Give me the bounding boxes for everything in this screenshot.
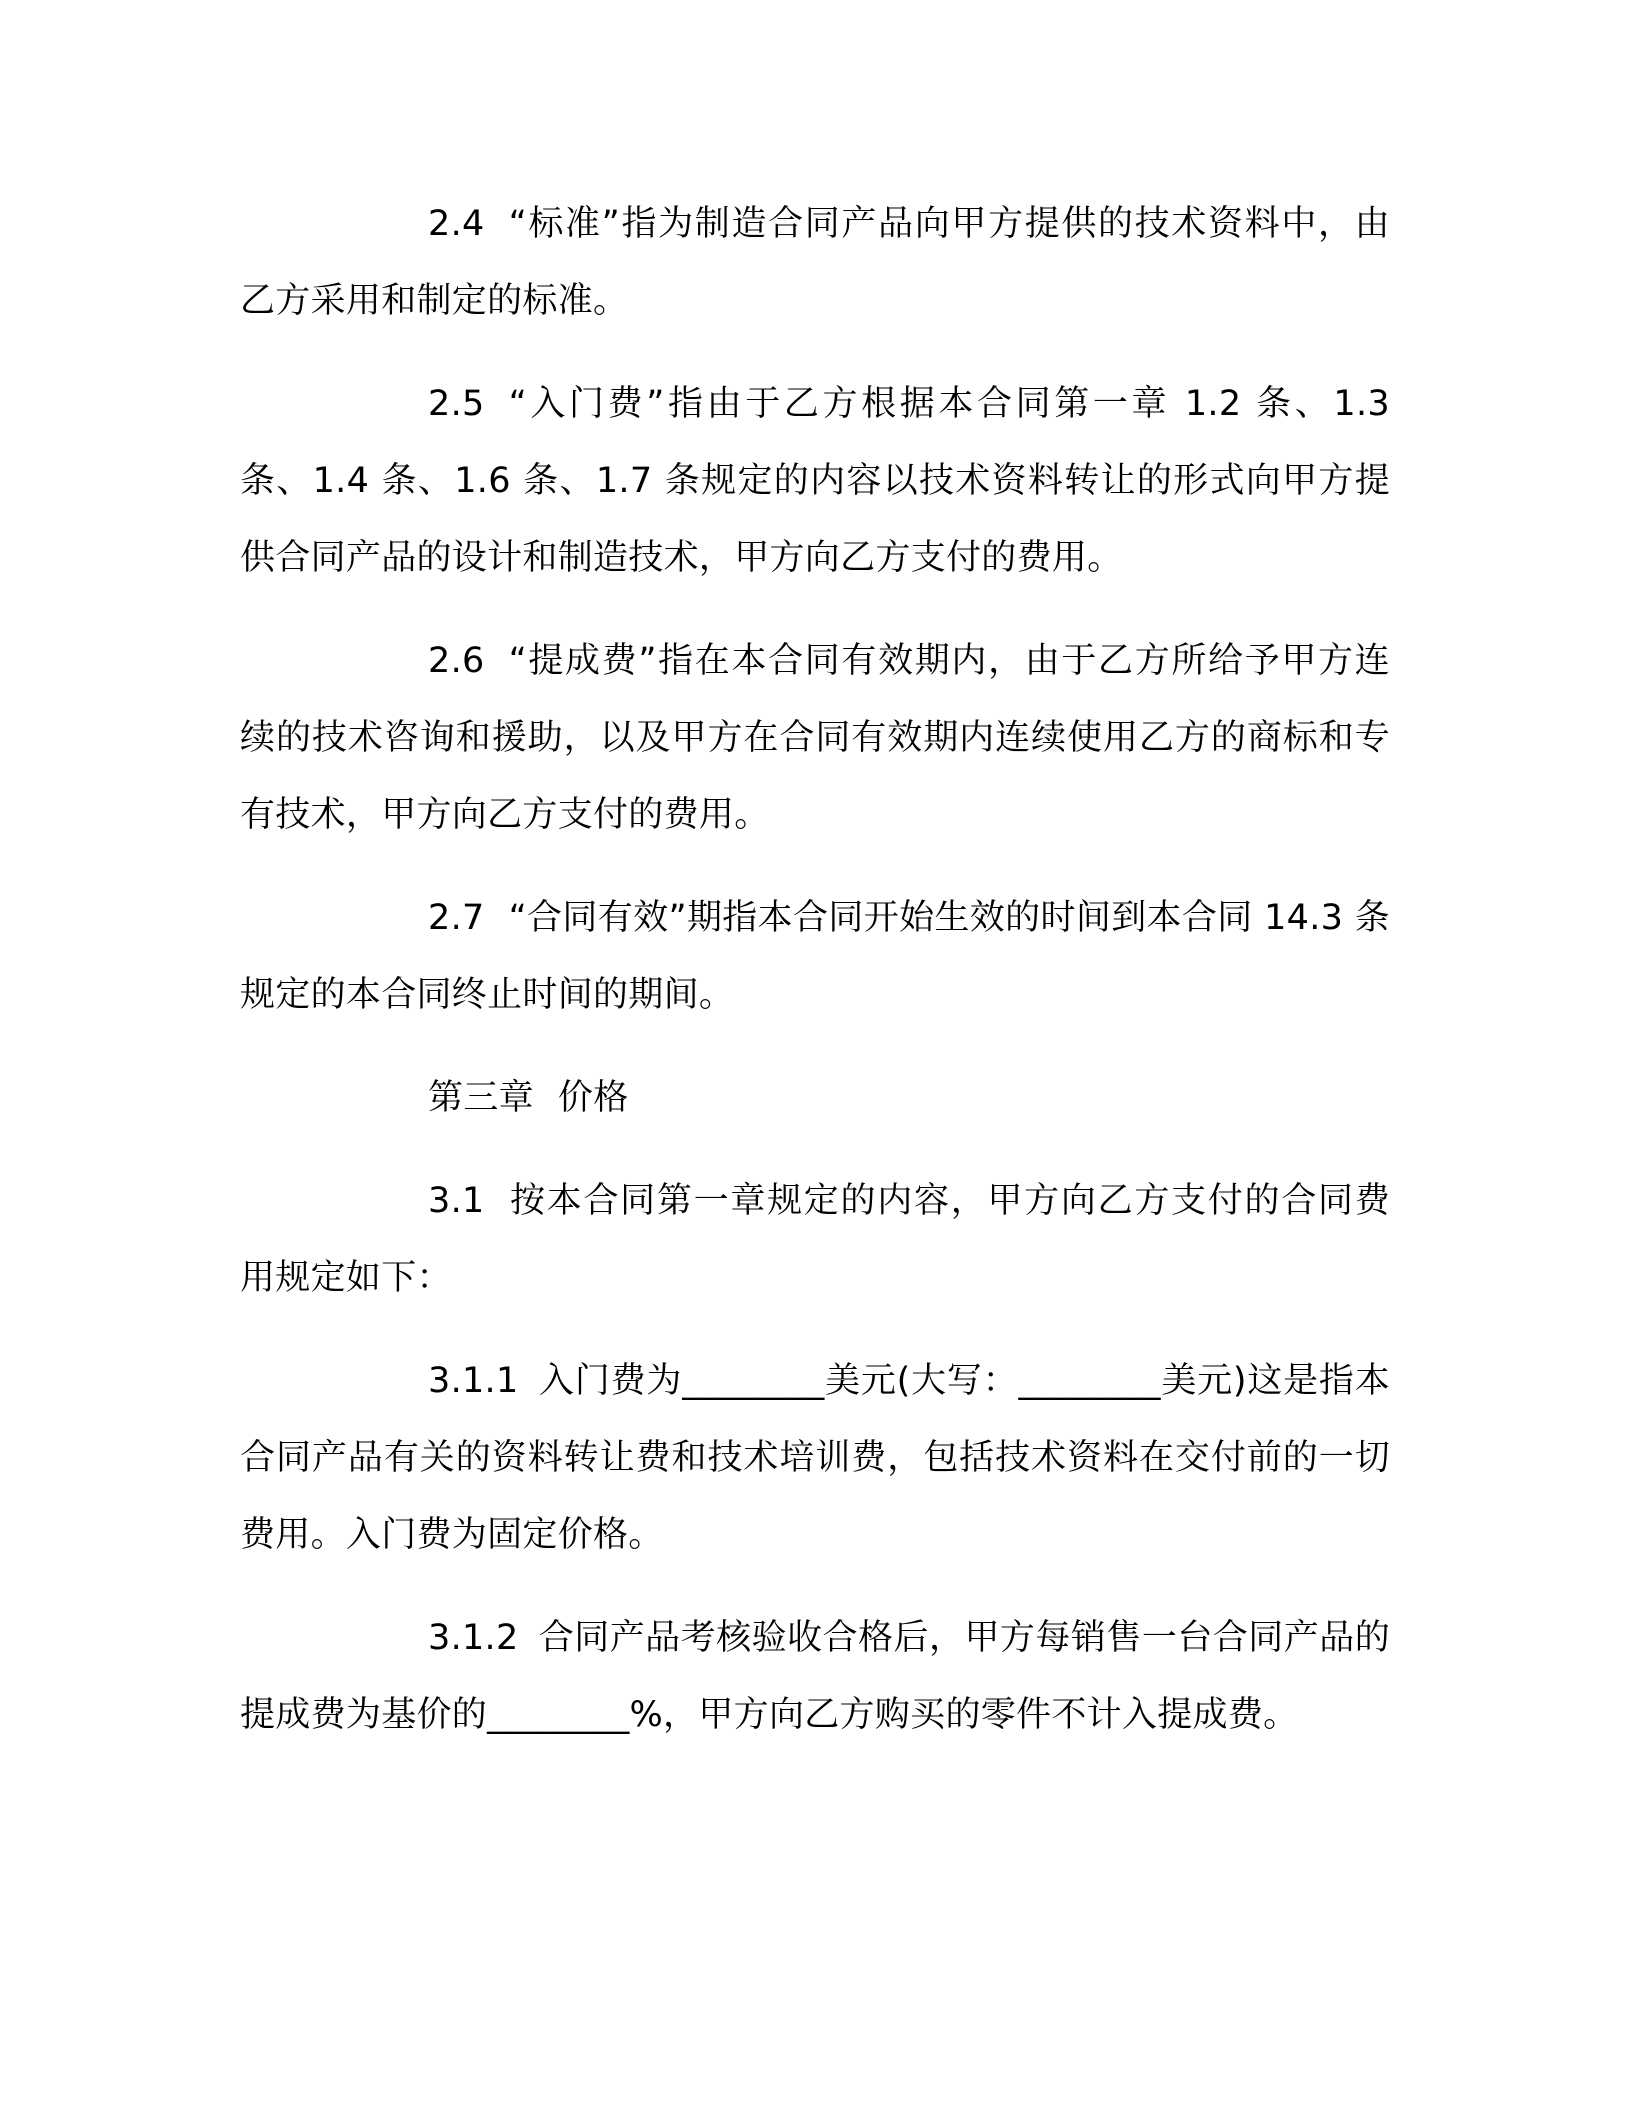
clause-text: 合同产品考核验收合格后，甲方每销售一台合同产品的提成费为基价的________%，甲方向乙方购买的零件不计入提成费。 bbox=[240, 1618, 1390, 1735]
clause-number: 3.1 bbox=[428, 1181, 485, 1221]
clause-2-4 bbox=[240, 186, 1390, 340]
clause-number: 2.4 bbox=[428, 204, 485, 244]
chapter-3-heading bbox=[240, 1060, 1390, 1137]
clause-text: 按本合同第一章规定的内容，甲方向乙方支付的合同费用规定如下： bbox=[240, 1181, 1390, 1298]
clause-text: “入门费”指由于乙方根据本合同第一章 1.2 条、1.3 条、1.4 条、1.6 条、1.7 条规定的内容以技术资料转让的形式向甲方提供合同产品的设计和制造技术，甲方向乙方支付的费用。 bbox=[240, 384, 1390, 578]
clause-2-7 bbox=[240, 880, 1390, 1034]
chapter-title: 价格 bbox=[557, 1078, 629, 1118]
clause-number: 2.6 bbox=[428, 641, 485, 681]
clause-text: “提成费”指在本合同有效期内，由于乙方所给予甲方连续的技术咨询和援助，以及甲方在合同有效期内连续使用乙方的商标和专有技术，甲方向乙方支付的费用。 bbox=[240, 641, 1390, 835]
clause-number: 3.1.1 bbox=[428, 1361, 519, 1401]
clause-text: 入门费为________美元(大写：________美元)这是指本合同产品有关的资料转让费和技术培训费，包括技术资料在交付前的一切费用。入门费为固定价格。 bbox=[240, 1361, 1390, 1555]
clause-number: 2.5 bbox=[428, 384, 485, 424]
clause-2-5 bbox=[240, 366, 1390, 597]
chapter-number: 第三章 bbox=[428, 1078, 534, 1118]
clause-number: 2.7 bbox=[428, 898, 485, 938]
clause-3-1-2 bbox=[240, 1600, 1390, 1754]
clause-text: “合同有效”期指本合同开始生效的时间到本合同 14.3 条规定的本合同终止时间的期间。 bbox=[240, 898, 1390, 1015]
document-body bbox=[240, 186, 1390, 1754]
clause-3-1-1 bbox=[240, 1343, 1390, 1574]
clause-2-6 bbox=[240, 623, 1390, 854]
clause-number: 3.1.2 bbox=[428, 1618, 519, 1658]
clause-text: “标准”指为制造合同产品向甲方提供的技术资料中，由乙方采用和制定的标准。 bbox=[240, 204, 1390, 321]
clause-3-1 bbox=[240, 1163, 1390, 1317]
